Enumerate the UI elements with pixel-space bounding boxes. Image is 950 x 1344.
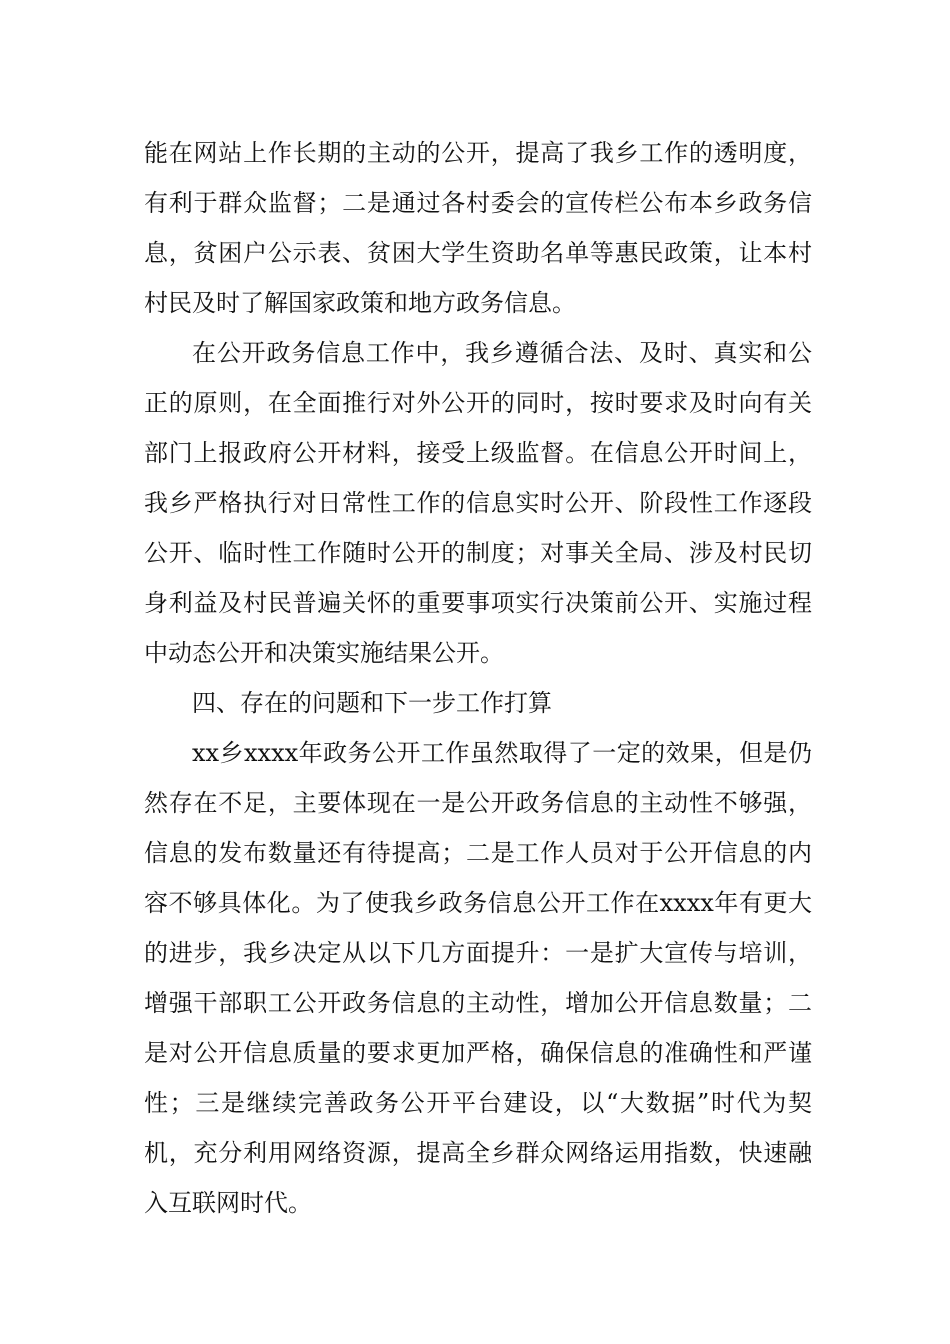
paragraph-problems-and-plans: xx乡xxxx年政务公开工作虽然取得了一定的效果，但是仍然存在不足，主要体现在一是公开政务信息的主动性不够强，信息的发布数量还有待提高；二是工作人员对于公开信息的内容不够具体化。为了使我乡政务信息公开工作在xxxx年有更大的进步，我乡决定从以下几方面提升：一是扩大宣传与培训，增强干部职工公开政务信息的主动性，增加公开信息数量；二是对公开信息质量的要求更加严格，确保信息的准确性和严谨性；三是继续完善政务公开平台建设，以“大数据”时代为契机，充分利用网络资源，提高全乡群众网络运用指数，快速融入互联网时代。: [144, 739, 812, 1217]
section-heading-problems-and-plans: 四、存在的问题和下一步工作打算: [192, 689, 552, 717]
document-body: [144, 128, 812, 1228]
paragraph-continuation: 能在网站上作长期的主动的公开，提高了我乡工作的透明度，有利于群众监督；二是通过各村委会的宣传栏公布本乡政务信息，贫困户公示表、贫困大学生资助名单等惠民政策，让本村村民及时了解国家政策和地方政务信息。: [144, 139, 812, 317]
paragraph-disclosure-principles: 在公开政务信息工作中，我乡遵循合法、及时、真实和公正的原则，在全面推行对外公开的同时，按时要求及时向有关部门上报政府公开材料，接受上级监督。在信息公开时间上，我乡严格执行对日常性工作的信息实时公开、阶段性工作逐段公开、临时性工作随时公开的制度；对事关全局、涉及村民切身利益及村民普遍关怀的重要事项实行决策前公开、实施过程中动态公开和决策实施结果公开。: [144, 339, 812, 667]
